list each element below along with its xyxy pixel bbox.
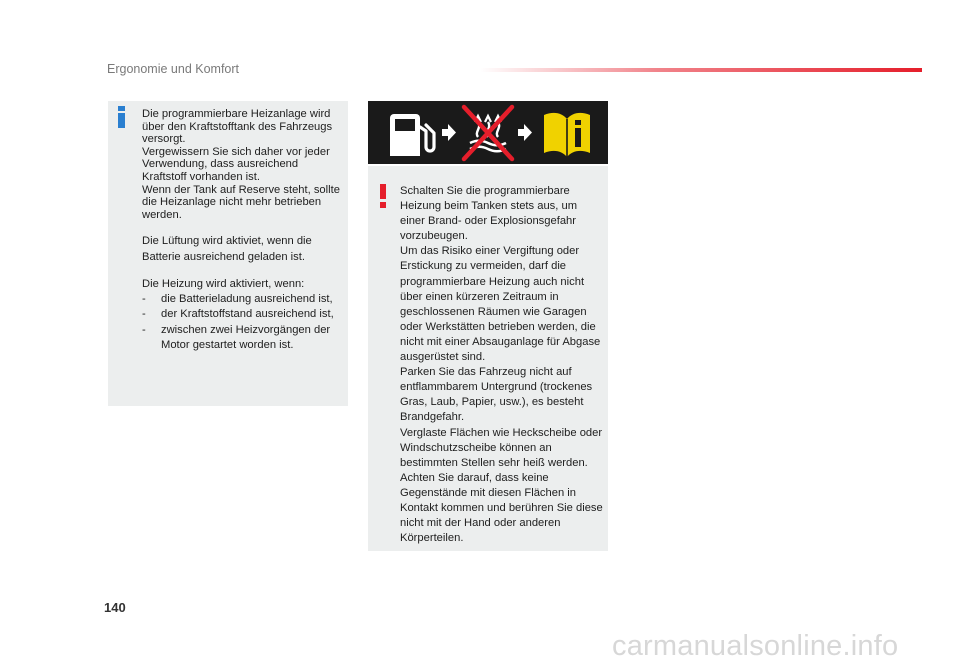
warning-exclamation-icon [378,184,388,208]
info-paragraphs [142,108,344,221]
heating-intro: Die Heizung wird aktiviert, wenn: [142,278,305,290]
pictogram-strip [368,101,608,164]
info-paragraph: Wenn der Tank auf Reserve steht, sollte die Heizanlage nicht mehr betrieben werden. [142,183,340,221]
warning-paragraph: Um das Risiko einer Vergiftung oder Erstickung zu vermeiden, darf die programmierbare Heizung auch nicht über einen kürzeren Zeitraum in geschlossenen Räumen wie Garagen oder Werkstätten betrieben werden, die nicht mit einer Absauganlage für Abgase ausgerüstet sind. [400,245,601,364]
arrow-right-icon [518,124,532,141]
ventilation-note [142,233,344,265]
warning-paragraph: Schalten Sie die programmierbare Heizung beim Tanken stets aus, um einer Brand- oder Explosionsgefahr vorzubeugen. [400,185,578,243]
warning-paragraph: Achten Sie darauf, dass keine Gegenstände mit diesen Flächen in Kontakt kommen und berühren Sie diese nicht mit der Hand oder anderen Körperteilen. [400,471,603,545]
ventilation-text: Die Lüftung wird aktiviet, wenn die Batterie ausreichend geladen ist. [142,235,312,263]
watermark: carmanualsonline.info [612,630,899,662]
list-dash: - [142,308,146,321]
heating-conditions [142,277,344,353]
list-item [142,292,344,307]
section-title: Ergonomie und Komfort [107,62,240,76]
list-item-text: die Batterieladung ausreichend ist, [161,293,333,306]
warning-paragraph: Verglaste Flächen wie Heckscheibe oder Windschutzscheibe können an bestimmten Stellen sehr heiß werden. [400,426,603,469]
fuel-pump-icon [390,114,434,156]
list-dash: - [142,293,146,306]
list-item-text: zwischen zwei Heizvorgängen der Motor gestartet worden ist. [161,323,331,351]
arrow-right-icon [442,124,456,141]
warning-pictogram-banner [368,101,608,164]
manual-info-icon [544,113,590,157]
warning-text [400,184,604,546]
header-accent-line [480,68,922,72]
info-paragraph: Vergewissern Sie sich daher vor jeder Verwendung, dass ausreichend Kraftstoff vorhanden ist. [142,145,330,183]
info-paragraph: Die programmierbare Heizanlage wird über den Kraftstofftank des Fahrzeugs versorgt. [142,108,333,146]
list-item [142,323,344,353]
list-item-text: der Kraftstoffstand ausreichend ist, [161,308,334,321]
info-icon [114,106,128,128]
list-dash: - [142,323,146,336]
list-item [142,307,344,322]
page-number: 140 [104,600,126,615]
crossed-heater-icon [464,107,512,159]
warning-paragraph: Parken Sie das Fahrzeug nicht auf entflammbarem Untergrund (trockenes Gras, Laub, Papier, usw.), es besteht Brandgefahr. [400,366,593,424]
